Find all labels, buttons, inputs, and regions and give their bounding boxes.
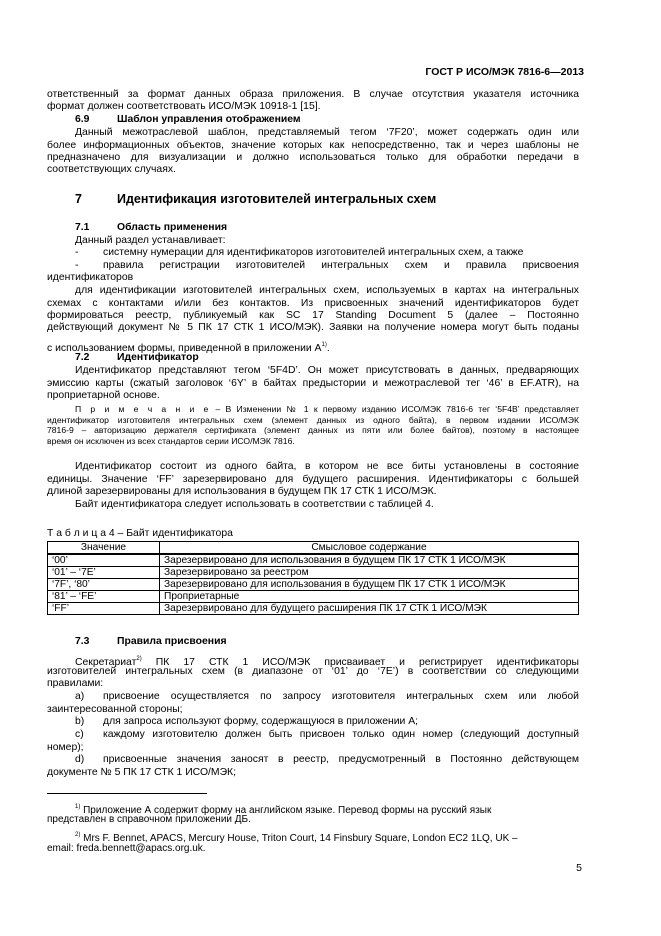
list-label: a) xyxy=(75,691,85,702)
table-row xyxy=(48,554,579,567)
text: с использованием формы, приведенной в приложении А xyxy=(47,343,322,354)
paragraph-line: формироваться реестр, публикуемый как SC 17 Standing Document 5 (далее – Постоянно xyxy=(47,310,579,321)
table-header-row xyxy=(48,542,579,555)
footnote-divider xyxy=(47,793,207,794)
table-header: Значение xyxy=(48,542,160,555)
table-caption xyxy=(47,528,233,541)
paragraph-line: более информационных объектов, значение которых как непосредственно, так и через шаблоны не xyxy=(47,140,579,151)
list-item: заинтересованной стороны; xyxy=(47,704,183,715)
section-title: Правила присвоения xyxy=(117,636,227,647)
list-item: правила регистрации изготовителей интегральных схем и правила присвоения xyxy=(103,260,579,271)
paragraph-line: правилами: xyxy=(47,678,104,689)
section-number: 7 xyxy=(75,192,82,206)
section-number: 6.9 xyxy=(75,114,90,125)
paragraph-line: длиной зарезервированы для использования в будущем ПК 17 СТК 1 ИСО/МЭК. xyxy=(47,486,437,497)
table-row xyxy=(48,567,579,579)
paragraph-line: Идентификатор состоит из одного байта, в котором не все биты установлены в состояние xyxy=(75,461,579,472)
text: Mrs F. Bennet, APACS, Mercury House, Triton Court, 14 Finsbury Square, London EC2 1LQ, UK – xyxy=(80,833,518,844)
table-header: Смысловое содержание xyxy=(160,542,579,555)
section-number: 7.3 xyxy=(75,636,90,647)
paragraph-line: ответственный за формат данных образа приложения. В случае отсутствия указателя источника xyxy=(47,89,579,100)
table-row xyxy=(48,603,579,615)
note-line xyxy=(75,404,579,415)
paragraph-line: Байт идентификатора следует использовать в соответствии с таблицей 4. xyxy=(75,499,434,510)
paragraph-line: эмиссию карты (сжатый заголовок ‘6Y’ в байтах предыстории и межотраслевой тег ‘46’ в EF.ATR), на xyxy=(47,378,579,389)
paragraph-line: действующий документ № 5 ПК 17 СТК 1 ИСО/МЭК). Заявки на получение номера могут быть поданы xyxy=(47,322,579,333)
paragraph-line: схемах с контактами и/или без контактов. Из присвоенных значений идентификаторов будет xyxy=(47,298,579,309)
section-title: Идентификация изготовителей интегральных схем xyxy=(117,192,437,206)
table-cell: ‘7F’, ‘80’ xyxy=(48,579,160,591)
identifier-table xyxy=(47,541,579,615)
page-header: ГОСТ Р ИСО/МЭК 7816-6—2013 xyxy=(425,66,584,78)
list-item: номер); xyxy=(47,742,84,753)
table-cell: Зарезервировано для использования в будущем ПК 17 СТК 1 ИСО/МЭК xyxy=(160,554,579,567)
list-item: присвоение осуществляется по запросу изготовителя интегральных схем или любой xyxy=(103,691,579,702)
paragraph-line: Данный раздел устанавливает: xyxy=(75,235,226,246)
footnote-line: представлен в справочном приложении ДБ. xyxy=(47,814,251,825)
footnote-marker: 1) xyxy=(75,804,81,810)
footnote-marker: 2) xyxy=(75,832,81,838)
list-label: b) xyxy=(75,716,85,727)
note-label: П р и м е ч а н и е xyxy=(75,404,211,414)
list-label: c) xyxy=(75,729,84,740)
table-row xyxy=(48,579,579,591)
table-cell: ‘81’ – ‘FE’ xyxy=(48,591,160,603)
paragraph-line: Идентификатор представляют тегом ‘5F4D’. Он может присутствовать в данных, предваряющих xyxy=(75,365,579,376)
table-cell: ‘01’ – ‘7E’ xyxy=(48,567,160,579)
list-label: d) xyxy=(75,754,85,765)
paragraph-line: единицы. Значение ‘FF’ зарезервировано для будущего расширения. Идентификаторы с большей xyxy=(47,474,579,485)
table-caption-label: Т а б л и ц а 4 xyxy=(47,528,115,539)
table-cell: Зарезервировано для будущего расширения ПК 17 СТК 1 ИСО/МЭК xyxy=(160,603,579,615)
text: Секретариат xyxy=(75,657,137,668)
footnote-line: email: freda.bennett@apacs.org.uk. xyxy=(47,843,206,854)
table-cell: ‘00’ xyxy=(48,554,160,567)
table-caption-text: – Байт идентификатора xyxy=(114,528,233,539)
footnote-ref: 2) xyxy=(136,656,142,662)
list-item: документе № 5 ПК 17 СТК 1 ИСО/МЭК; xyxy=(47,767,236,778)
paragraph-line: изготовителей интегральных схем (в диапазоне от ‘01’ до ‘7E’) в соответствии со следующими xyxy=(47,666,579,677)
list-item: системну нумерации для идентификаторов изготовителей интегральных схем, а также xyxy=(103,247,524,258)
paragraph-line: формат должен соответствовать ИСО/МЭК 10918-1 [15]. xyxy=(47,101,321,112)
list-dash: - xyxy=(75,260,79,271)
text: – В Изменении № 1 к первому изданию ИСО/МЭК 7816-6 тег ‘5F4B’ представляет xyxy=(210,404,580,414)
text: . xyxy=(326,343,330,354)
list-dash: - xyxy=(75,247,79,258)
list-item: для запроса используют форму, содержащуюся в приложении А; xyxy=(103,716,419,727)
table-row xyxy=(48,591,579,603)
page-number: 5 xyxy=(576,862,582,874)
paragraph-line: Данный межотраслевой шаблон, представляемый тегом ‘7F20’, может содержать один или xyxy=(75,127,579,138)
table-cell: Проприетарные xyxy=(160,591,579,603)
table-cell: ‘FF’ xyxy=(48,603,160,615)
list-item: каждому изготовителю должен быть присвоен только один номер (следующий доступный xyxy=(103,729,579,740)
list-item: присвоенные значения заносят в реестр, предусмотренный в Постоянно действующем xyxy=(103,754,579,765)
paragraph-line: соответствующих случаях. xyxy=(47,164,176,175)
paragraph-line: предназначено для визуализации и должно использоваться только для обработки передачи в xyxy=(47,152,579,163)
section-title: Идентификатор xyxy=(117,352,199,363)
text: ПК 17 СТК 1 ИСО/МЭК присваивает и регистрирует идентификаторы xyxy=(141,657,579,668)
footnote-ref: 1) xyxy=(321,342,327,348)
section-number: 7.2 xyxy=(75,352,90,363)
paragraph-line: для идентификации изготовителей интегральных схем, используемых в картах на интегральных xyxy=(75,285,579,296)
note-line: 7816-9 – авторизацию держателя сертификата (элемент данных из пяти или более байтов), поэтому в настоящее xyxy=(47,425,579,435)
section-title: Область применения xyxy=(117,222,228,233)
text: Приложение А содержит форму на английском языке. Перевод формы на русский язык xyxy=(80,805,492,816)
table-cell: Зарезервировано для использования в будущем ПК 17 СТК 1 ИСО/МЭК xyxy=(160,579,579,591)
note-line: время он исключен из всех стандартов серии ИСО/МЭК 7816. xyxy=(47,436,295,446)
section-title: Шаблон управления отображением xyxy=(117,114,301,125)
list-item: идентификаторов xyxy=(47,272,134,283)
table-cell: Зарезервировано за реестром xyxy=(160,567,579,579)
paragraph-line: проприетарной основе. xyxy=(47,390,160,401)
section-number: 7.1 xyxy=(75,222,90,233)
note-line: идентификатор изготовителя интегральных схем (элемент данных из одного байта), в первом издании ИСО/МЭК xyxy=(47,415,579,425)
